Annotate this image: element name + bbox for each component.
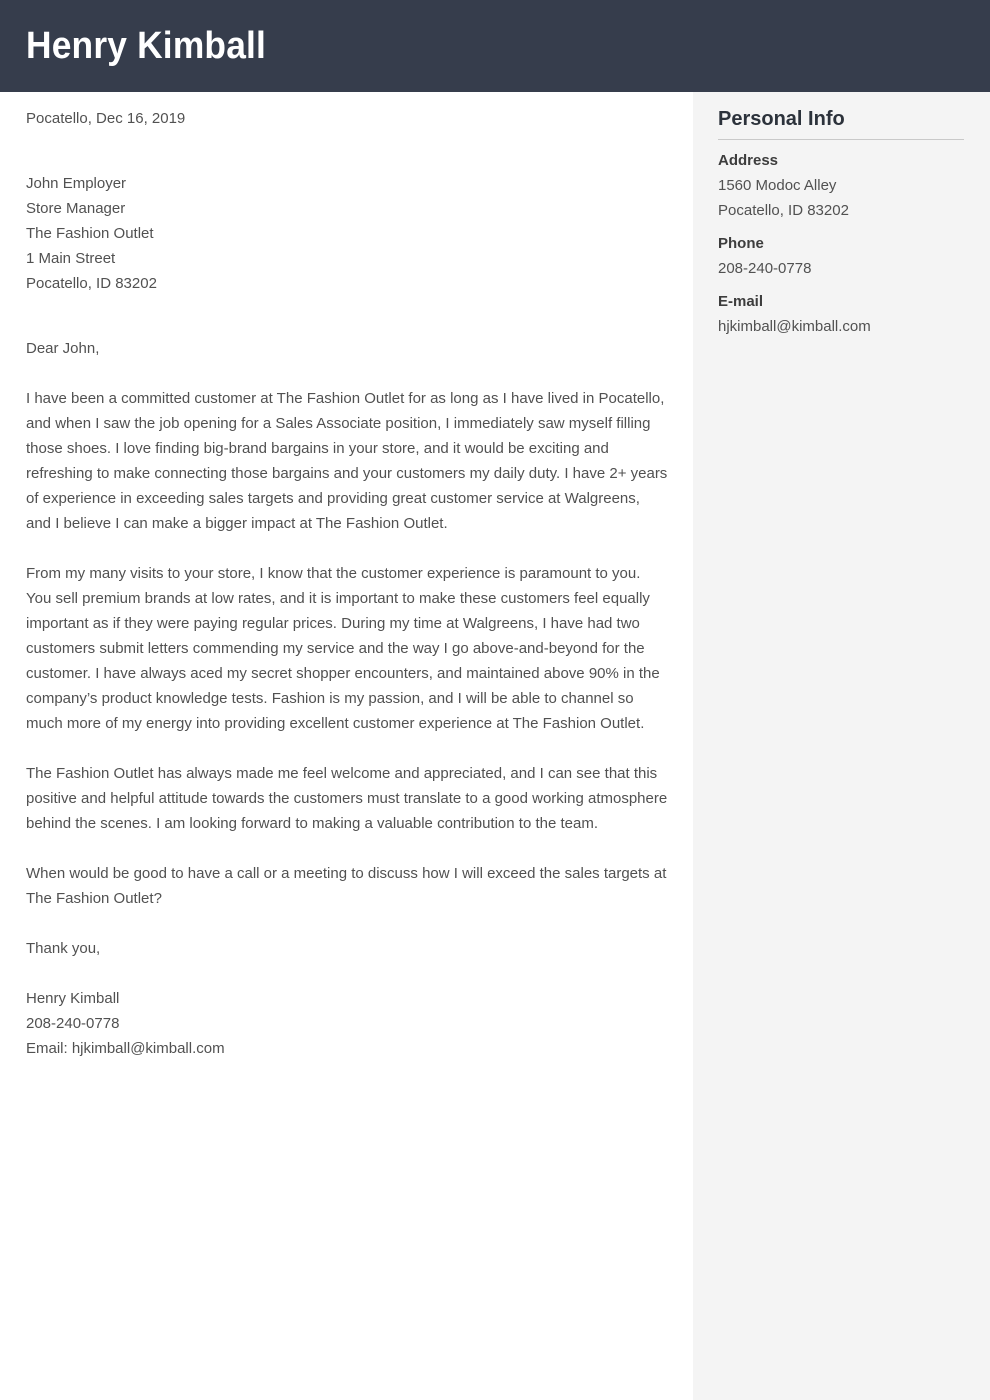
document-content	[0, 92, 990, 1400]
sidebar-value: hjkimball@kimball.com	[718, 318, 871, 335]
recipient-block	[26, 171, 668, 296]
personal-info-sidebar	[693, 92, 990, 1400]
letter-paragraph: I have been a committed customer at The Fashion Outlet for as long as I have lived in Pocatello, and when I saw the job opening for a Sales Associate position, I immediately saw myself filling those shoes. I love finding big-brand bargains in your store, and it would be exciting and refreshing to make connecting those bargains and your customers my daily duty. I have 2+ years of experience in exceeding sales targets and providing great customer service at Walgreens, and I believe I can make a bigger impact at The Fashion Outlet.	[26, 390, 668, 532]
letter-body	[0, 92, 693, 1400]
sidebar-section-label-phone: Phone	[718, 235, 764, 252]
recipient-line: 1 Main Street	[26, 250, 116, 267]
salutation: Dear John,	[26, 340, 100, 357]
letter-paragraph: The Fashion Outlet has always made me feel welcome and appreciated, and I can see that this positive and helpful attitude towards the customers must translate to a good working atmosphere behind the scenes. I am looking forward to making a valuable contribution to the team.	[26, 765, 668, 832]
closing: Thank you,	[26, 940, 101, 957]
signature-line: Email: hjkimball@kimball.com	[26, 1040, 225, 1057]
recipient-line: The Fashion Outlet	[26, 225, 154, 242]
document-header	[0, 0, 990, 92]
recipient-line: John Employer	[26, 175, 127, 192]
recipient-line: Store Manager	[26, 200, 126, 217]
letter-paragraph: When would be good to have a call or a meeting to discuss how I will exceed the sales targets at The Fashion Outlet?	[26, 865, 667, 907]
sidebar-section-label-address: Address	[718, 152, 779, 169]
signature-line: Henry Kimball	[26, 990, 120, 1007]
recipient-line: Pocatello, ID 83202	[26, 275, 157, 292]
sidebar-section-phone	[718, 231, 964, 281]
sidebar-section-label-email: E-mail	[718, 293, 764, 310]
sidebar-title: Personal Info	[718, 106, 964, 140]
sidebar-value: Pocatello, ID 83202	[718, 202, 849, 219]
sidebar-section-address	[718, 148, 964, 223]
sidebar-value: 1560 Modoc Alley	[718, 177, 837, 194]
letter-paragraph: From my many visits to your store, I know that the customer experience is paramount to you. You sell premium brands at low rates, and it is important to make these customers feel equally important as if they were paying regular prices. During my time at Walgreens, I have had two customers submit letters commending my service and the way I go above-and-beyond for the customer. I have always aced my secret shopper encounters, and maintained above 90% in the company’s product knowledge tests. Fashion is my passion, and I will be able to channel so much more of my energy into providing excellent customer experience at The Fashion Outlet.	[26, 565, 660, 732]
candidate-name: Henry Kimball	[26, 24, 267, 67]
sidebar-value: 208-240-0778	[718, 260, 812, 277]
letter-date: Pocatello, Dec 16, 2019	[26, 110, 186, 127]
signature-block	[26, 986, 668, 1061]
sidebar-section-email	[718, 289, 964, 339]
signature-line: 208-240-0778	[26, 1015, 120, 1032]
